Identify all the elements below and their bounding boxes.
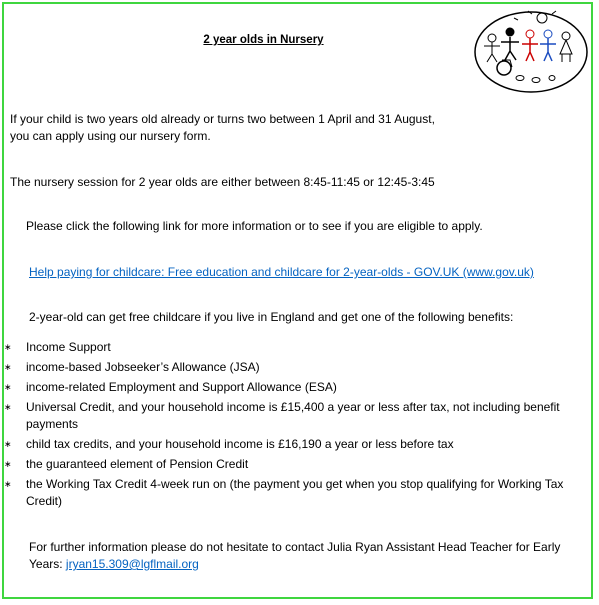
contact-text-line1: For further information please do not hesitate to contact Julia Ryan Assistant Head Teacher for Early	[29, 540, 561, 554]
session-times-text: The nursery session for 2 year olds are either between 8:45-11:45 or 12:45-3:45	[10, 175, 435, 189]
bullet-icon: ∗	[4, 439, 12, 449]
free-childcare-intro: 2-year-old can get free childcare if you live in England and get one of the following benefits:	[29, 310, 514, 324]
list-item: ∗ Universal Credit, and your household income is £15,400 a year or less after tax, not including benefit payments	[4, 400, 560, 431]
contact-email-link[interactable]: jryan15.309@lgflmail.org	[65, 557, 199, 571]
eligibility-text-line2: you can apply using our nursery form.	[10, 129, 211, 143]
bullet-icon: ∗	[4, 382, 12, 392]
list-item: ∗ income-related Employment and Support Allowance (ESA)	[4, 380, 337, 394]
bullet-icon: ∗	[4, 362, 12, 372]
list-item: ∗ the Working Tax Credit 4-week run on (the payment you get when you stop qualifying for Working Tax Credit)	[4, 477, 564, 508]
list-item: ∗ Income Support	[4, 340, 111, 354]
gov-uk-childcare-link[interactable]: Help paying for childcare: Free education and childcare for 2-year-olds - GOV.UK (www.gov.uk)	[29, 265, 534, 279]
contact-text-line2: Years: jryan15.309@lgflmail.org	[29, 557, 199, 571]
list-item: ∗ income-based Jobseeker’s Allowance (JSA)	[4, 360, 260, 374]
bullet-icon: ∗	[4, 342, 12, 352]
bullet-icon: ∗	[4, 479, 12, 489]
eligibility-text-line1: If your child is two years old already or turns two between 1 April and 31 August,	[10, 112, 435, 126]
bullet-icon: ∗	[4, 459, 12, 469]
page-title: 2 year olds in Nursery	[203, 34, 324, 46]
list-item: ∗ the guaranteed element of Pension Credit	[4, 457, 249, 471]
list-item: ∗ child tax credits, and your household income is £16,190 a year or less before tax	[4, 437, 454, 451]
click-info-text: Please click the following link for more information or to see if you are eligible to apply.	[26, 219, 483, 233]
benefits-list	[4, 339, 594, 510]
children-playing-logo	[472, 8, 590, 94]
bullet-icon: ∗	[4, 402, 12, 412]
